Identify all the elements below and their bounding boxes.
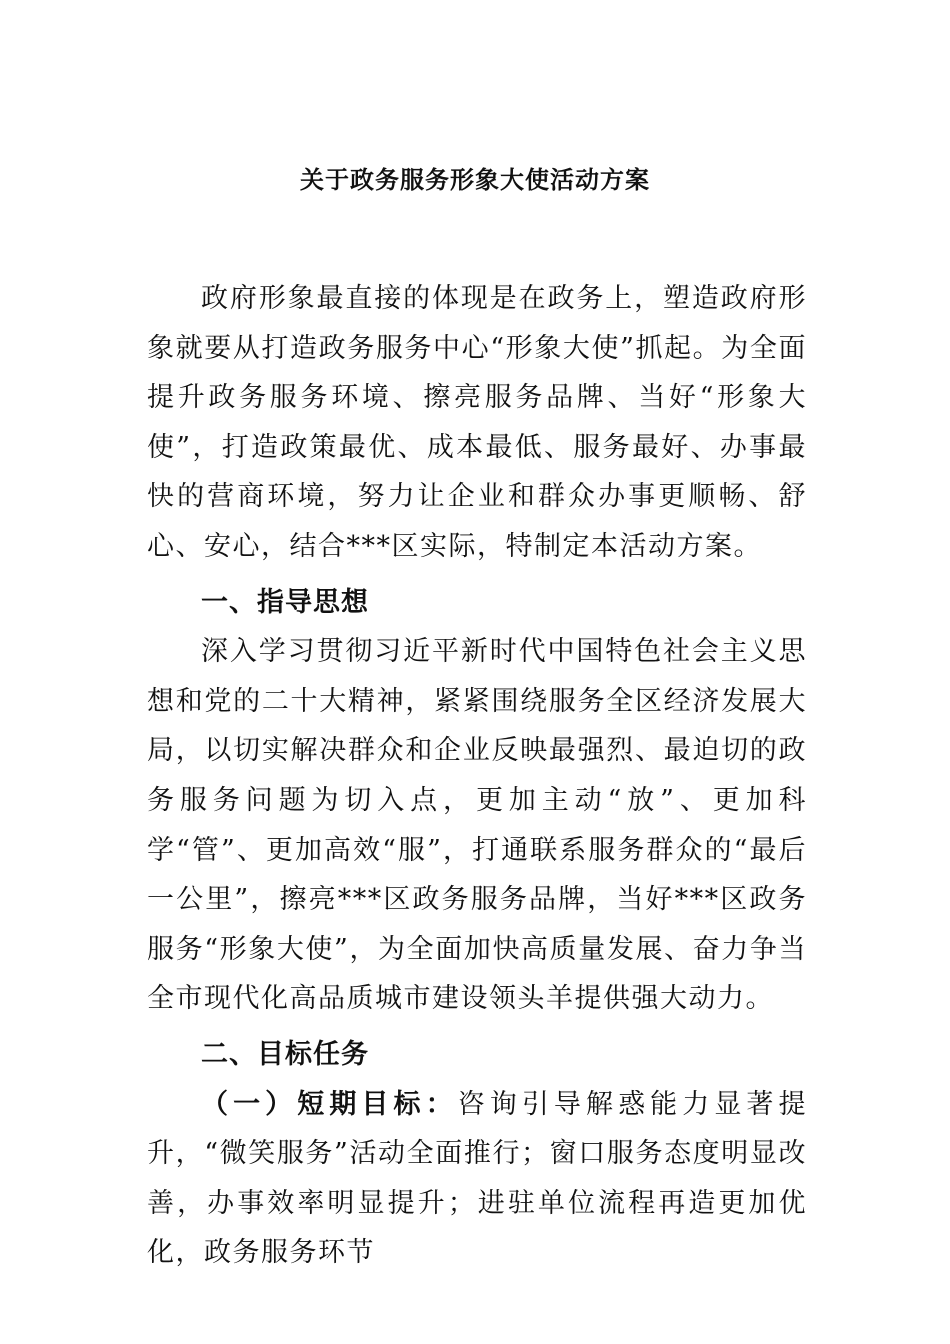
section-heading-guiding-ideology: 一、指导思想 [201,586,369,618]
document-title: 关于政务服务形象大使活动方案 [300,166,650,194]
guiding-ideology-paragraph: 深入学习贯彻习近平新时代中国特色社会主义思想和党的二十大精神，紧紧围绕服务全区经济发展大局，以切实解决群众和企业反映最强烈、最迫切的政务服务问题为切入点，更加主动“放”、更加科学“管”、更加高效“服”，打通联系服务群众的“最后一公里”，擦亮***区政务服务品牌，当好***区政务服务“形象大使”，为全面加快高质量发展、奋力争当全市现代化高品质城市建设领头羊提供强大动力。 [147,636,807,1015]
intro-paragraph: 政府形象最直接的体现是在政务上，塑造政府形象就要从打造政务服务中心“形象大使”抓起。为全面提升政务服务环境、擦亮服务品牌、当好“形象大使”，打造政策最优、成本最低、服务最好、办事最快的营商环境，努力让企业和群众办事更顺畅、舒心、安心，结合***区实际，特制定本活动方案。 [147,283,807,562]
short-term-goal-lead: （一）短期目标： [201,1088,458,1120]
short-term-goal-text: 咨询引导解惑能力显著提升，“微笑服务”活动全面推行；窗口服务态度明显改善，办事效率明显提升；进驻单位流程再造更加优化，政务服务环节 [147,1088,808,1269]
document-body [147,274,807,1278]
section-heading-goals-tasks: 二、目标任务 [201,1038,369,1070]
short-term-goal-paragraph [147,1080,807,1278]
